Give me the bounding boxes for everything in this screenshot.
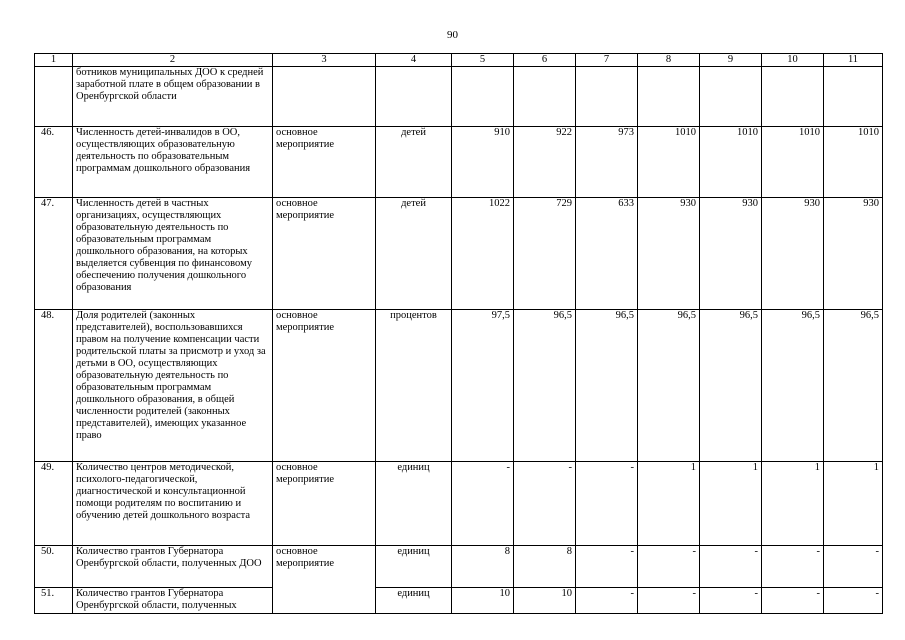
value-cell: - <box>576 546 638 588</box>
value-cell: 1 <box>824 462 883 546</box>
measure-type: основное мероприятие <box>273 462 376 546</box>
measure-type: основное мероприятие <box>273 127 376 198</box>
value-cell <box>762 67 824 127</box>
table-row <box>35 67 883 127</box>
page-number: 90 <box>447 29 458 41</box>
value-cell: 96,5 <box>576 310 638 462</box>
unit: детей <box>376 198 452 310</box>
column-header: 1 <box>35 54 73 67</box>
value-cell: 729 <box>514 198 576 310</box>
column-header: 3 <box>273 54 376 67</box>
value-cell: 1010 <box>638 127 700 198</box>
value-cell: - <box>638 546 700 588</box>
unit: единиц <box>376 546 452 588</box>
value-cell <box>700 67 762 127</box>
measure-type: основное мероприятие <box>273 546 376 614</box>
value-cell: 1010 <box>824 127 883 198</box>
value-cell: 96,5 <box>700 310 762 462</box>
value-cell <box>576 67 638 127</box>
column-header: 5 <box>452 54 514 67</box>
value-cell: - <box>576 462 638 546</box>
column-header: 8 <box>638 54 700 67</box>
value-cell: 10 <box>452 588 514 614</box>
indicator-name: Численность детей в частных организациях, осуществляющих образовательную деятельность по образовательным программам дошкольного образования, на которых выделяется субвенция по финансовому обеспечению получения дошкольного образования <box>73 198 273 310</box>
value-cell: 1010 <box>762 127 824 198</box>
value-cell <box>514 67 576 127</box>
indicators-table <box>34 53 883 614</box>
row-number: 46. <box>35 127 73 198</box>
value-cell <box>452 67 514 127</box>
column-header: 6 <box>514 54 576 67</box>
table-row <box>35 310 883 462</box>
value-cell: - <box>638 588 700 614</box>
row-number: 48. <box>35 310 73 462</box>
value-cell: 930 <box>638 198 700 310</box>
value-cell: 930 <box>700 198 762 310</box>
value-cell: - <box>824 588 883 614</box>
value-cell: 910 <box>452 127 514 198</box>
row-number: 49. <box>35 462 73 546</box>
table-row <box>35 462 883 546</box>
value-cell: 97,5 <box>452 310 514 462</box>
indicator-name: Доля родителей (законных представителей), воспользовавшихся правом на получение компенсации части родительской платы за присмотр и уход за детьми в ОО, осуществляющих образовательную деятельность по образовательным программам дошкольного образования, в общей численности родителей (законных представителей), имеющих указанное право <box>73 310 273 462</box>
table-row <box>35 198 883 310</box>
value-cell: 973 <box>576 127 638 198</box>
value-cell: 1 <box>638 462 700 546</box>
value-cell: 1022 <box>452 198 514 310</box>
value-cell: 922 <box>514 127 576 198</box>
value-cell: 1 <box>700 462 762 546</box>
indicator-name: Численность детей-инвалидов в ОО, осуществляющих образовательную деятельность по образовательным программам дошкольного образования <box>73 127 273 198</box>
indicator-name: ботников муниципальных ДОО к средней заработной плате в общем образовании в Оренбургской области <box>73 67 273 127</box>
unit: единиц <box>376 588 452 614</box>
measure-type: основное мероприятие <box>273 310 376 462</box>
table-row <box>35 127 883 198</box>
indicator-name: Количество грантов Губернатора Оренбургской области, полученных ДОО <box>73 546 273 588</box>
row-number: 47. <box>35 198 73 310</box>
value-cell <box>638 67 700 127</box>
value-cell: 96,5 <box>762 310 824 462</box>
value-cell: - <box>514 462 576 546</box>
measure-type <box>273 67 376 127</box>
row-number <box>35 67 73 127</box>
table-row <box>35 546 883 588</box>
unit <box>376 67 452 127</box>
column-header: 2 <box>73 54 273 67</box>
value-cell: 1010 <box>700 127 762 198</box>
value-cell: 1 <box>762 462 824 546</box>
value-cell: 10 <box>514 588 576 614</box>
column-header: 10 <box>762 54 824 67</box>
value-cell: 8 <box>452 546 514 588</box>
indicator-name: Количество грантов Губернатора Оренбургской области, полученных <box>73 588 273 614</box>
header-row <box>35 54 883 67</box>
value-cell: - <box>762 588 824 614</box>
unit: процентов <box>376 310 452 462</box>
value-cell: 8 <box>514 546 576 588</box>
value-cell: 96,5 <box>638 310 700 462</box>
value-cell: - <box>700 546 762 588</box>
table-row <box>35 588 883 614</box>
value-cell: 96,5 <box>824 310 883 462</box>
value-cell <box>824 67 883 127</box>
unit: единиц <box>376 462 452 546</box>
value-cell: 633 <box>576 198 638 310</box>
value-cell: - <box>762 546 824 588</box>
value-cell: - <box>700 588 762 614</box>
column-header: 11 <box>824 54 883 67</box>
value-cell: 930 <box>762 198 824 310</box>
measure-type: основное мероприятие <box>273 198 376 310</box>
value-cell: 930 <box>824 198 883 310</box>
value-cell: - <box>576 588 638 614</box>
column-header: 9 <box>700 54 762 67</box>
unit: детей <box>376 127 452 198</box>
row-number: 51. <box>35 588 73 614</box>
indicator-name: Количество центров методической, психолого-педагогической, диагностической и консультационной помощи родителям по воспитанию и обучению детей дошкольного возраста <box>73 462 273 546</box>
value-cell: 96,5 <box>514 310 576 462</box>
column-header: 4 <box>376 54 452 67</box>
row-number: 50. <box>35 546 73 588</box>
value-cell: - <box>452 462 514 546</box>
value-cell: - <box>824 546 883 588</box>
column-header: 7 <box>576 54 638 67</box>
